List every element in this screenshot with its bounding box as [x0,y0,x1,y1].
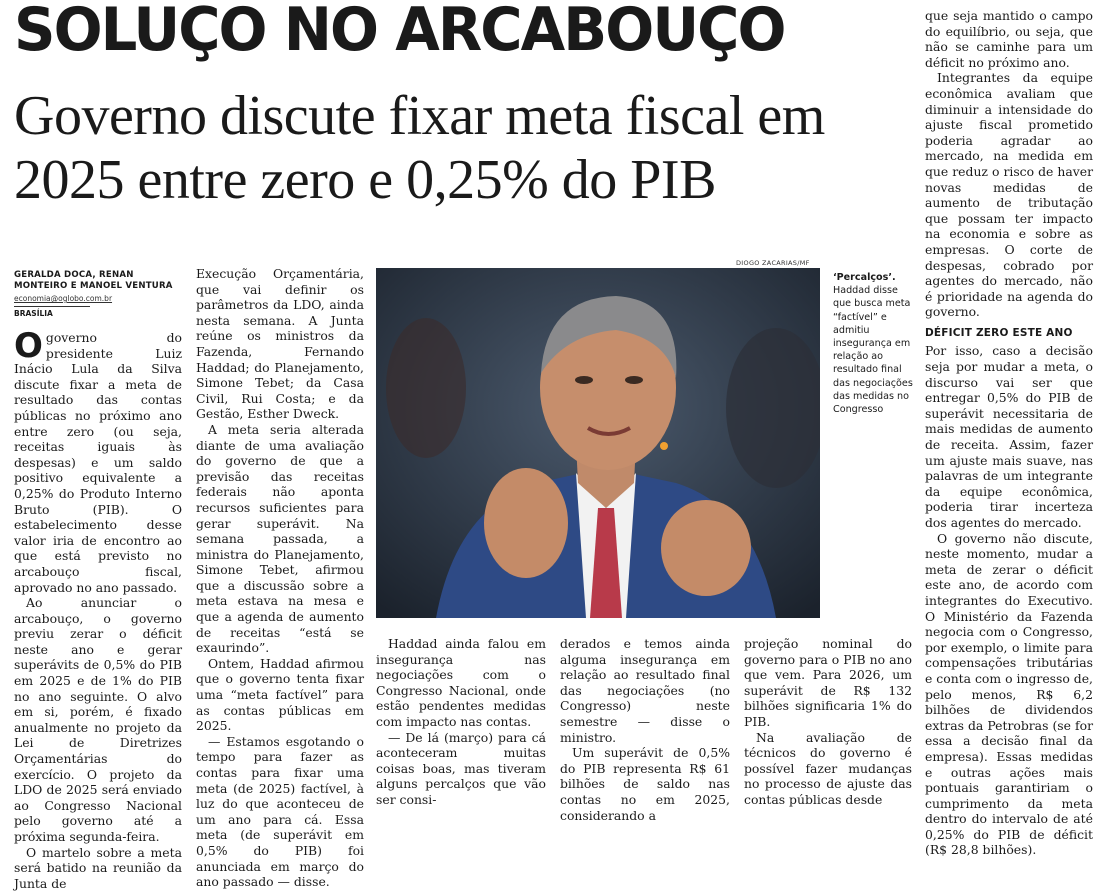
caption-title: ‘Percalços’. [833,272,896,283]
article-column-6 [925,8,1093,858]
paragraph: governo do presidente Luiz Inácio Lula da Silva discute fixar a meta de resultado das contas públicas no próximo ano entre zero (ou seja, receitas iguais às despesas) e um saldo positivo equivalente a 0,25% do Produto Interno Bruto (PIB). O estabelecimento desse valor iria de encontro ao que está previsto no arcabouço fiscal, aprovado no ano passado. [14,330,182,595]
headline: Governo discute fixar meta fiscal em 2025 entre zero e 0,25% do PIB [14,85,825,211]
paragraph: A meta seria alterada diante de uma avaliação do governo de que a previsão das receitas federais não aponta recursos suficientes para gerar superávit. Na semana passada, a ministra do Planejamento, Simone Tebet, afirmou que a discussão sobre a meta estava na mesa e que a agenda de aumento de receitas “está se exaurindo”. [196,421,364,656]
dateline-city: BRASÍLIA [14,306,90,318]
article-column-2 [196,266,364,890]
paragraph: — Estamos esgotando o tempo para fazer as contas para fixar uma meta (de 2025) factível, à luz do que aconteceu de um ano para cá. Essa meta (de superávit em 0,5% do PIB) foi anunciada em março do ano passado — disse. [196,733,364,890]
section-subhead: DÉFICIT ZERO ESTE ANO [925,326,1073,339]
author-email[interactable]: economia@oglobo.com.br [14,294,113,303]
byline: GERALDA DOCA, RENAN MONTEIRO E MANOEL VENTURA [14,270,173,291]
paragraph: Haddad ainda falou em insegurança nas negociações com o Congresso Nacional, onde estão pendentes medidas com impacto nas contas. [376,636,546,729]
article-column-4 [560,636,730,823]
paragraph: projeção nominal do governo para o PIB no ano que vem. Para 2026, um superávit de R$ 132 bilhões significaria 1% do PIB. [744,636,912,729]
paragraph: Um superávit de 0,5% do PIB representa R$ 61 bilhões de saldo nas contas no em 2025, considerando a [560,745,730,823]
kicker: SOLUÇO NO ARCABOUÇO [14,0,785,65]
caption-text: Haddad disse que busca meta “factível” e admitiu insegurança em relação ao resultado final das negociações das medidas no Congresso [833,285,913,416]
portrait-illustration [376,268,820,618]
paragraph: Por isso, caso a decisão seja por mudar a meta, o discurso vai ser que entregar 0,5% do PIB de superávit necessitaria de mais medidas de aumento de receita. Assim, fazer um ajuste mais suave, nas palavras de um integrante da equipe econômica, poderia tirar incerteza dos agentes do mercado. [925,343,1093,530]
paragraph: que seja mantido o campo do equilíbrio, ou seja, que não se caminhe para um déficit no próximo ano. [925,8,1093,70]
paragraph: Ontem, Haddad afirmou que o governo tenta fixar uma “meta factível” para as contas públicas em 2025. [196,655,364,734]
paragraph: Ao anunciar o arcabouço, o governo previu zerar o déficit neste ano e gerar superávits de 0,5% do PIB em 2025 e de 1% do PIB no ano seguinte. O alvo em si, porém, é fixado anualmente no projeto da Lei de Diretrizes Orçamentárias do exercício. O projeto da LDO de 2025 será enviado ao Congresso Nacional pelo governo até a próxima segunda-feira. [14,595,182,844]
paragraph: Integrantes da equipe econômica avaliam que diminuir a intensidade do ajuste fiscal prometido poderia agradar ao mercado, na medida em que reduz o risco de haver novas medidas de aumento de tributação que possam ter impacto na economia e sobre as empresas. O corte de despesas, cobrado por agentes do mercado, não é prioridade na agenda do governo. [925,70,1093,320]
article-column-3 [376,636,546,808]
paragraph: O martelo sobre a meta será batido na reunião da Junta de [14,844,182,891]
photo-haddad [376,268,820,618]
article-column-5 [744,636,912,808]
paragraph: Execução Orçamentária, que vai definir os parâmetros da LDO, ainda nesta semana. A Junta reúne os ministros da Fazenda, Fernando Haddad; do Planejamento, Simone Tebet; da Casa Civil, Rui Costa; e da Gestão, Esther Dweck. [196,266,364,422]
photo-credit: DIOGO ZACARIAS/MF [736,259,810,267]
article-column-1 [14,326,182,891]
drop-cap: O [14,326,43,366]
paragraph: — De lá (março) para cá aconteceram muitas coisas boas, mas tiveram alguns percalços que vão ser consi- [376,729,546,807]
paragraph: derados e temos ainda alguma insegurança em relação ao resultado final das negociações (no Congresso) neste semestre — disse o ministro. [560,636,730,745]
photo-caption [833,271,917,416]
paragraph: O governo não discute, neste momento, mudar a meta de zerar o déficit este ano, de acordo com integrantes do Executivo. O Ministério da Fazenda negocia com o Congresso, por exemplo, o limite para compensações tributárias e conta com o ingresso de, pelo menos, R$ 6,2 bilhões de dividendos extras da Petrobras (se for essa a decisão final da empresa). Essas medidas e outras ações mais pontuais garantiriam o cumprimento da meta dentro do intervalo de até 0,25% do PIB de déficit (R$ 28,8 bilhões). [925,530,1093,858]
paragraph: Na avaliação de técnicos do governo é possível fazer mudanças no processo de ajuste das contas públicas desde [744,729,912,807]
